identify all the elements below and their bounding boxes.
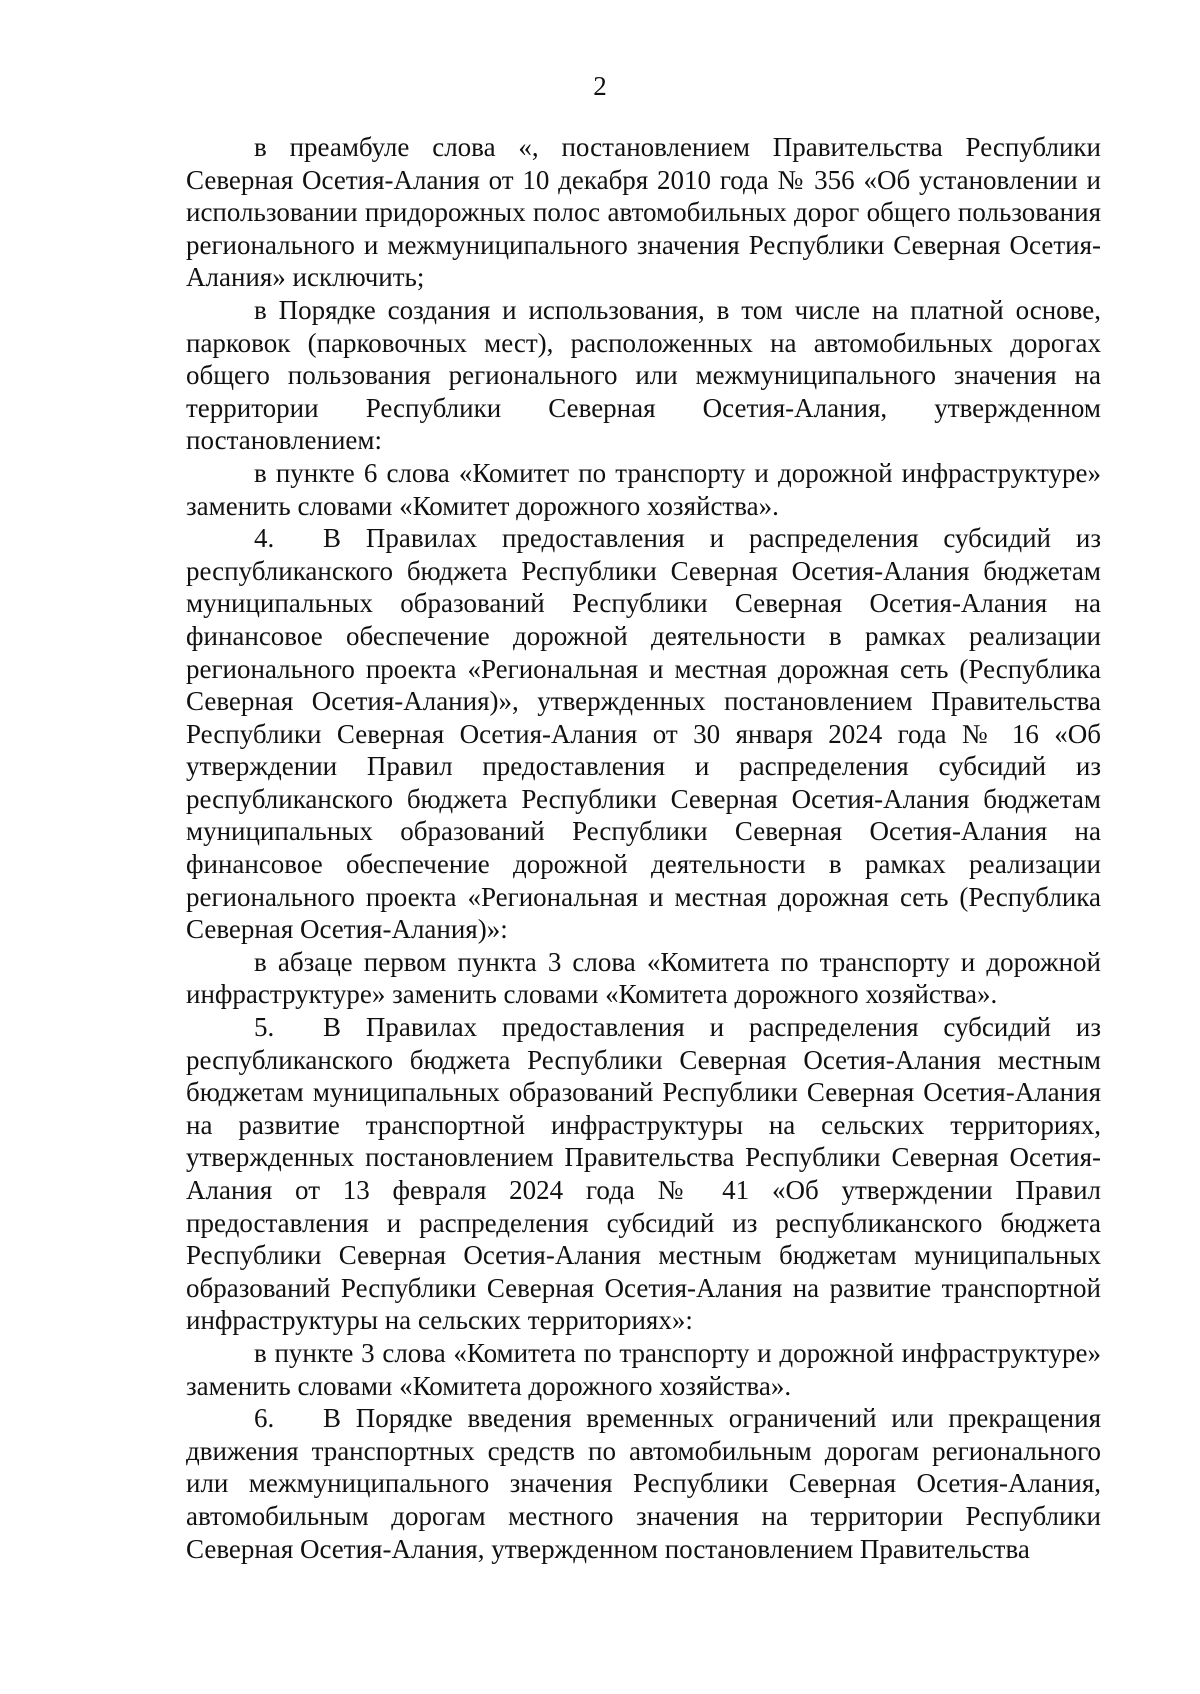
item-number: 5.: [254, 1012, 275, 1043]
paragraph-point-6-replacement: [186, 457, 1101, 522]
item-number: 4.: [254, 523, 275, 554]
item-number: 6.: [254, 1403, 275, 1434]
paragraph-point-3-replacement: [186, 1337, 1101, 1402]
paragraph-text: в пункте 3 слова «Комитета по транспорту и дорожной инфраструктуре» заменить словами «Комитета дорожного хозяйства».: [186, 1337, 1101, 1401]
document-body: [186, 131, 1101, 1565]
paragraph-text: в Порядке создания и использования, в том числе на платной основе, парковок (парковочных мест), расположенных на автомобильных дорогах общего пользования регионального или межмуниципального значения на территории Республики Северная Осетия-Алания, утвержденном постановлением:: [186, 294, 1101, 456]
paragraph-item-4: [186, 522, 1101, 946]
paragraph-preamble-amendment: [186, 131, 1101, 294]
paragraph-text: в пункте 6 слова «Комитет по транспорту и дорожной инфраструктуре» заменить словами «Комитет дорожного хозяйства».: [186, 457, 1101, 521]
paragraph-text: В Правилах предоставления и распределения субсидий из республиканского бюджета Республики Северная Осетия-Алания бюджетам муниципальных образований Республики Северная Осетия-Алания на финансовое обеспечение дорожной деятельности в рамках реализации регионального проекта «Региональная и местная дорожная сеть (Республика Северная Осетия-Алания)», утвержденных постановлением Правительства Республики Северная Осетия-Алания от 30 января 2024 года № 16 «Об утверждении Правил предоставления и распределения субсидий из республиканского бюджета Республики Северная Осетия-Алания бюджетам муниципальных образований Республики Северная Осетия-Алания на финансовое обеспечение дорожной деятельности в рамках реализации регионального проекта «Региональная и местная дорожная сеть (Республика Северная Осетия-Алания)»:: [186, 523, 1101, 945]
page-number: 2: [593, 71, 607, 101]
paragraph-text: в абзаце первом пункта 3 слова «Комитета по транспорту и дорожной инфраструктуре» заменить словами «Комитета дорожного хозяйства».: [186, 946, 1101, 1010]
paragraph-text: В Порядке введения временных ограничений или прекращения движения транспортных средств по автомобильным дорогам регионального или межмуниципального значения Республики Северная Осетия-Алания, автомобильным дорогам местного значения на территории Республики Северная Осетия-Алания, утвержденном постановлением Правительства: [186, 1403, 1101, 1564]
paragraph-point-3-first-abzac: [186, 946, 1101, 1011]
paragraph-item-6: [186, 1402, 1101, 1565]
paragraph-parking-order: [186, 294, 1101, 457]
paragraph-text: в преамбуле слова «, постановлением Правительства Республики Северная Осетия-Алания от 10 декабря 2010 года № 356 «Об установлении и использовании придорожных полос автомобильных дорог общего пользования регионального и межмуниципального значения Республики Северная Осетия-Алания» исключить;: [186, 132, 1101, 293]
paragraph-item-5: [186, 1011, 1101, 1337]
paragraph-text: В Правилах предоставления и распределения субсидий из республиканского бюджета Республики Северная Осетия-Алания местным бюджетам муниципальных образований Республики Северная Осетия-Алания на развитие транспортной инфраструктуры на сельских территориях, утвержденных постановлением Правительства Республики Северная Осетия-Алания от 13 февраля 2024 года № 41 «Об утверждении Правил предоставления и распределения субсидий из республиканского бюджета Республики Северная Осетия-Алания местным бюджетам муниципальных образований Республики Северная Осетия-Алания на развитие транспортной инфраструктуры на сельских территориях»:: [186, 1012, 1101, 1336]
